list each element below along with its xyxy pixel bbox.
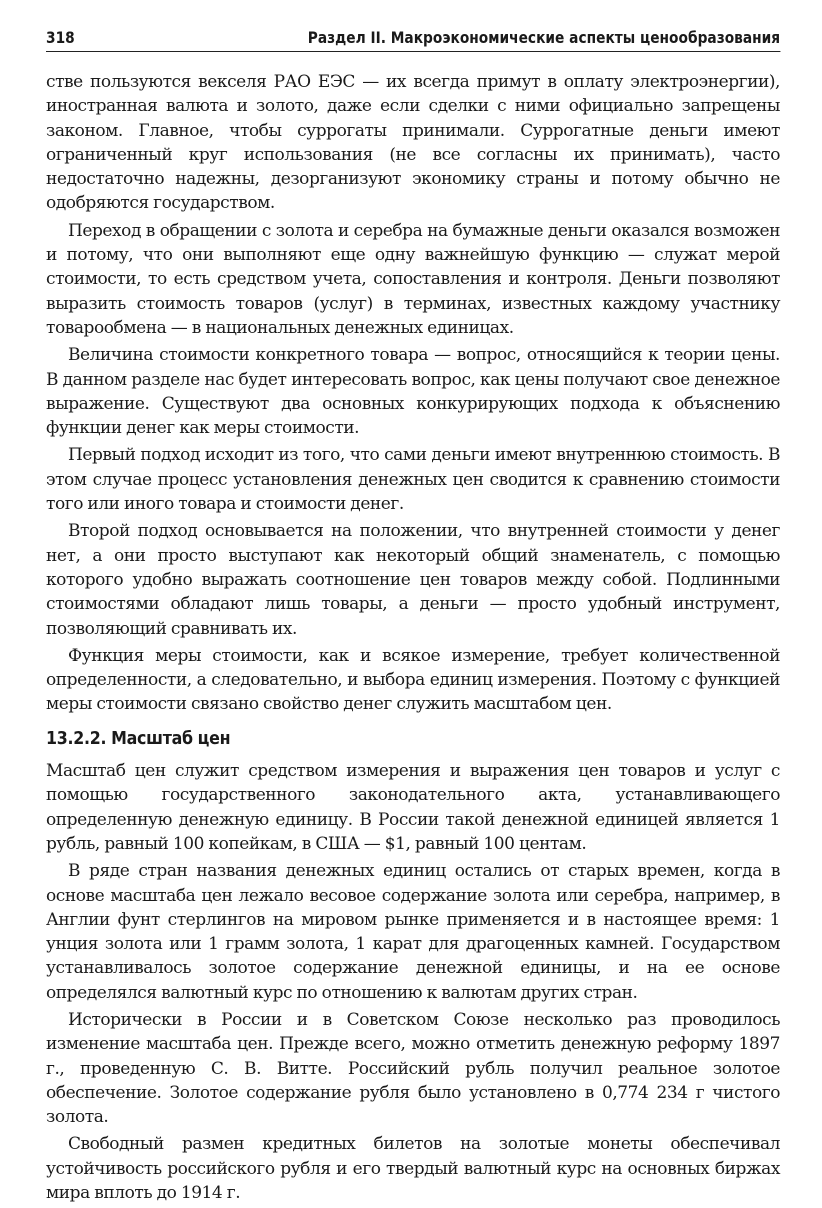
section-heading: 13.2.2. Масштаб цен [46, 727, 231, 749]
paragraph: Второй подход основывается на положении, что внутренней стоимости у денег нет, а они просто выступают как некоторый общий знаменатель, с помощью которого удобно выражать соотношение цен товаров между собой. Подлинными стоимостями обладают лишь товары, а деньги — просто удобный инструмент, позволяющий сравнивать их. [46, 521, 780, 639]
paragraph-continued: стве пользуются векселя РАО ЕЭС — их всегда примут в оплату электроэнергии), иностранная валюта и золото, даже если сделки с ними официально запрещены законом. Главное, чтобы суррогаты принимали. Суррогатные деньги имеют ограниченный круг использования (не все согласны их принимать), часто недостаточно надежны, дезорганизуют экономику страны и потому обычно не одобряются государством. [46, 72, 780, 214]
paragraph: Свободный размен кредитных билетов на золотые монеты обеспечивал устойчивость российского рубля и его твердый валютный курс на основных биржах мира вплоть до 1914 г. [46, 1134, 780, 1204]
page-number: 318 [46, 28, 75, 47]
paragraph: Переход в обращении с золота и серебра на бумажные деньги оказался возможен и потому, что они выполняют еще одну важнейшую функцию — служат мерой стоимости, то есть средством учета, сопоставления и контроля. Деньги позволяют выразить стоимость товаров (услуг) в терминах, известных каждому участнику товарообмена — в национальных денежных единицах. [46, 220, 780, 338]
paragraph: Масштаб цен служит средством измерения и выражения цен товаров и услуг с помощью государственного законодательного акта, устанавливающего определенную денежную единицу. В России такой денежной единицей является 1 рубль, равный 100 копейкам, в США — $1, равный 100 центам. [46, 761, 780, 854]
paragraph: Функция меры стоимости, как и всякое измерение, требует количественной определенности, а следовательно, и выбора единиц измерения. Поэтому с функцией меры стоимости связано свойство денег служить масштабом цен. [46, 645, 780, 715]
paragraph: В ряде стран названия денежных единиц остались от старых времен, когда в основе масштаба цен лежало весовое содержание золота или серебра, например, в Англии фунт стерлингов на мировом рынке применяется и в настоящее время: 1 унция золота или 1 грамм золота, 1 карат для драгоценных камней. Государством устанавливалось золотое содержание денежной единицы, и на ее основе определялся валютный курс по отношению к валютам других стран. [46, 861, 780, 1003]
paragraph: Первый подход исходит из того, что сами деньги имеют внутреннюю стоимость. В этом случае процесс установления денежных цен сводится к сравнению стоимости того или иного товара и стоимости денег. [46, 445, 780, 515]
paragraph: Величина стоимости конкретного товара — вопрос, относящийся к теории цены. В данном разделе нас будет интересовать вопрос, как цены получают свое денежное выражение. Существуют два основных конкурирующих подхода к объяснению функции денег как меры стоимости. [46, 345, 780, 439]
book-page [46, 28, 780, 1208]
running-header [46, 28, 780, 52]
paragraph: Исторически в России и в Советском Союзе несколько раз проводилось изменение масштаба цен. Прежде всего, можно отметить денежную реформу 1897 г., проведенную С. В. Витте. Российский рубль получил реальное золотое обеспечение. Золотое содержание рубля было установлено в 0,774 234 г чистого золота. [46, 1009, 780, 1128]
running-title: Раздел II. Макроэкономические аспекты ценообразования [307, 28, 781, 47]
page-body [46, 70, 780, 1205]
